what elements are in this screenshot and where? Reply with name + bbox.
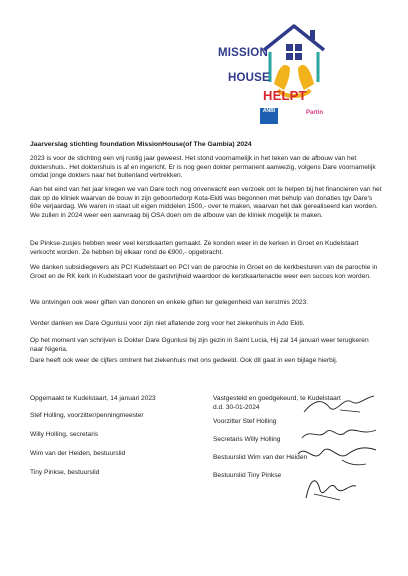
paragraph-3: De Pinkse-zusjes hebben weer veel kerstkaarten gemaakt. Ze konden weer in de kerken in Groet en Kudelstaart verkocht worden. Ze hebben bij elkaar rond de €900,- opgebracht. [30,240,359,256]
paragraph-2: Aan het eind van het jaar kregen we van Dare toch nog onverwacht een verzoek om te helpen bij het financieren van het dak op de kliniek waarvan de bouw in zijn geboortedorp Kota-Ekiti was begonnen met behulp van donaties tgv Dare's 60e verjaardag. We waren in staat uit eigen middelen 1500,- over te maken, waarvan het dak gerealiseerd kan worden. We zullen in 2024 weer een aanvraag bij OSA doen om de afbouw van de kliniek mogelijk te maken. [30,186,382,219]
report-title: Jaarverslag stichting foundation MissionHouse(of The Gambia) 2024 [30,141,252,148]
logo-helpt-text: HELPT [263,88,307,103]
signoff-chair: Stef Holling, voorzitter/penningmeester [30,412,144,419]
signature-chair-mark [300,390,380,420]
approval-secretary: Secretaris Willy Holling [213,436,281,443]
signature-tiny-mark [300,470,370,504]
approval-date: d.d. 30-01-2024 [213,404,260,411]
partin-logo: Partin [306,110,324,116]
signoff-board-member-1: Wim van der Heiden, bestuurslid [30,450,126,457]
signature-wim-mark [292,440,382,470]
approval-chair: Voorzitter Stef Holling [213,418,277,425]
signoff-board-member-2: Tiny Pinkse, bestuurslid [30,469,100,476]
paragraph-8: Dare heeft ook weer de cijfers omtrent het ziekenhuis met ons gedeeld. Ook dit gaat in een bijlage hierbij. [30,357,338,364]
approval-board-member-1: Bestuurslid Wim van der Heiden [213,454,308,461]
anbi-label: ANBI [262,108,276,114]
paragraph-1: 2023 is voor de stichting een vrij rustig jaar geweest. Het stond voornamelijk in het teken van de afbouw van het doktershuis.. Het doktershuis is af en ingericht. Er is nog geen dokter permanent aanwezig, volgens Dare voornamelijk omdat jonge dokters naar het buitenland vertrekken. [30,155,376,180]
missionhouse-logo [218,20,368,126]
paragraph-6: Verder danken we Dare Ogunlusi voor zijn niet aflatende zorg voor het ziekenhuis in Ado Ekiti. [30,320,305,327]
paragraph-7: Op het moment van schrijven is Dokter Dare Ogunlusi bij zijn gezin in Saint Lucia, Hij zal 14 januari weer terugkeren naar Nigeria. [30,337,369,353]
logo-house-text: HOUSE [228,72,270,84]
paragraph-5: We ontvingen ook weer giften van donoren en enkele giften ter gelegenheid van kerstmis 2023. [30,299,309,306]
logo-mission-text: MISSION [218,47,268,59]
anbi-badge [260,108,278,124]
signoff-place-date: Opgemaakt te Kudelstaart, 14 januari 2023 [30,395,156,402]
approval-board-member-2: Bestuurslid Tiny Pinkse [213,472,282,479]
paragraph-4: We danken subsidiegevers als PCI Kudelstaart en PCI van de parochie in Groet en de kerkbesturen van de parochie in Groet en de RK kerk in Kudelstaart voor de gastvrijheid waardoor de kerstkaartenactie weer een succes kon worden. [30,264,378,280]
approval-statement: Vastgesteld en goedgekeurd, te Kudelstaart [213,395,341,402]
signoff-secretary: Willy Holling, secretaris [30,431,99,438]
